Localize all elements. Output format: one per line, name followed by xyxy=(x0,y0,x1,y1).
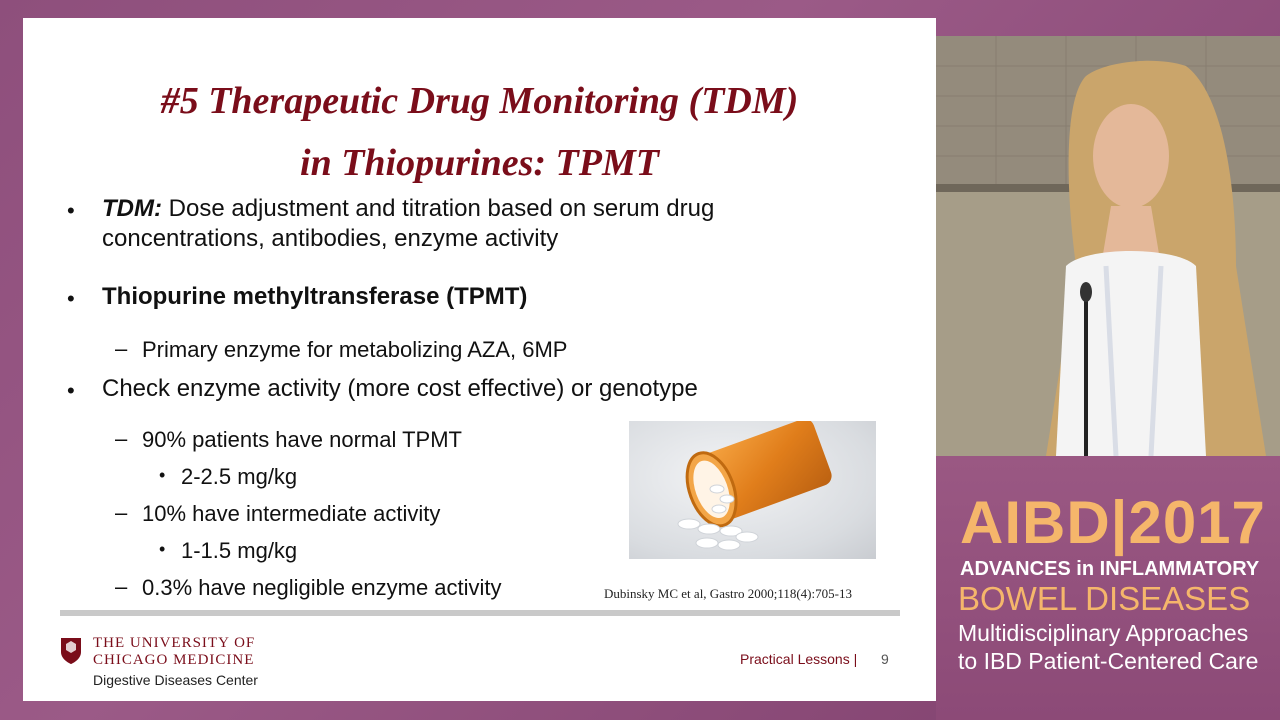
slide-title xyxy=(23,70,936,194)
bullet-marker: • xyxy=(67,378,75,403)
sub-item-dose-normal: 2-2.5 mg/kg xyxy=(181,464,298,489)
slide-title-line2: in Thiopurines: TPMT xyxy=(300,142,659,184)
pill-bottle-photo xyxy=(629,421,876,559)
sub-bullet-marker: • xyxy=(159,539,166,559)
presentation-slide xyxy=(23,18,936,701)
speaker-illustration xyxy=(936,36,1280,456)
footer-divider xyxy=(60,610,900,616)
university-shield-icon xyxy=(59,636,83,666)
dash-marker: – xyxy=(115,336,128,361)
bullet-marker: • xyxy=(67,286,75,311)
sub-item-dose-intermediate: 1-1.5 mg/kg xyxy=(181,538,298,563)
banner-advances: ADVANCES in INFLAMMATORY xyxy=(960,558,1260,580)
banner-multidisciplinary: Multidisciplinary Approaches xyxy=(958,620,1249,646)
footer-section: Practical Lessons | xyxy=(740,651,858,667)
speaker-video xyxy=(936,36,1280,456)
logo-line2: CHICAGO MEDICINE xyxy=(93,652,255,668)
dash-marker: – xyxy=(115,574,128,599)
bullet-tpmt: Thiopurine methyltransferase (TPMT) xyxy=(102,283,528,310)
sub-bullet-marker: • xyxy=(159,465,166,485)
sub-item-negligible: 0.3% have negligible enzyme activity xyxy=(142,575,502,600)
dash-marker: – xyxy=(115,426,128,451)
pill-bottle-illustration xyxy=(629,421,876,559)
banner-ibd-care: to IBD Patient-Centered Care xyxy=(958,648,1259,674)
page-number: 9 xyxy=(881,651,889,667)
bullet-tdm-label: TDM: xyxy=(102,195,162,222)
bullet-tdm xyxy=(102,194,714,254)
slide-title-line1: #5 Therapeutic Drug Monitoring (TDM) xyxy=(160,80,799,122)
logo-subtitle: Digestive Diseases Center xyxy=(93,672,258,688)
bullet-marker: • xyxy=(67,198,75,223)
bullet-check-enzyme: Check enzyme activity (more cost effective) or genotype xyxy=(102,375,698,402)
bullet-tdm-text2: concentrations, antibodies, enzyme activity xyxy=(102,225,559,252)
sub-item-primary-enzyme: Primary enzyme for metabolizing AZA, 6MP xyxy=(142,337,568,362)
sub-item-normal: 90% patients have normal TPMT xyxy=(142,427,462,452)
bullet-tdm-text: Dose adjustment and titration based on serum drug xyxy=(161,195,715,222)
citation: Dubinsky MC et al, Gastro 2000;118(4):705-13 xyxy=(604,586,852,601)
dash-marker: – xyxy=(115,500,128,525)
sub-item-intermediate: 10% have intermediate activity xyxy=(142,501,441,526)
banner-bowel-diseases: BOWEL DISEASES xyxy=(958,580,1251,617)
logo-line1: THE UNIVERSITY OF xyxy=(93,635,256,651)
banner-aibd-2017: AIBD|2017 xyxy=(960,489,1266,556)
